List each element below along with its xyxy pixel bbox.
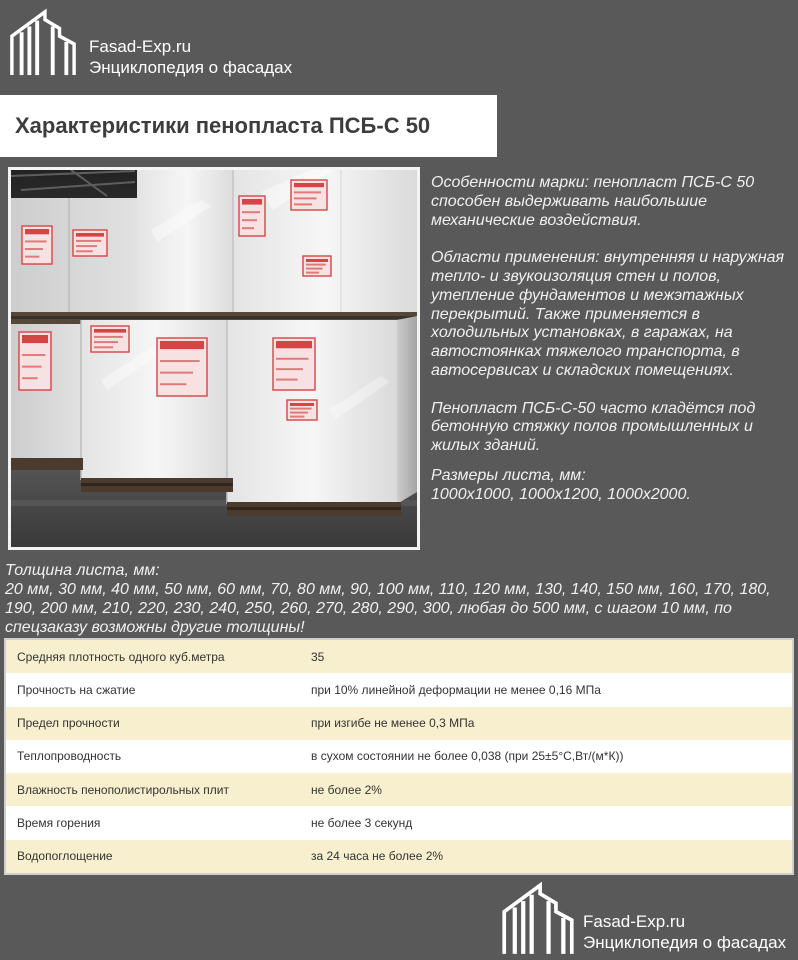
red-label bbox=[291, 180, 327, 210]
red-label-text-line bbox=[94, 346, 113, 348]
red-label-text-line bbox=[242, 227, 254, 229]
foam-blocks-photo bbox=[11, 170, 417, 547]
brand-text-top bbox=[89, 36, 292, 78]
red-label-brand-stripe bbox=[22, 335, 48, 343]
red-label bbox=[73, 230, 107, 256]
brand-tagline: Энциклопедия о фасадах bbox=[89, 58, 293, 77]
red-label-text-line bbox=[22, 354, 45, 356]
table-cell-property: Влажность пенополистирольных плит bbox=[17, 782, 229, 797]
building-logo-bar bbox=[521, 901, 525, 954]
red-label-text-line bbox=[22, 366, 42, 368]
brand-text-bottom bbox=[583, 911, 786, 953]
description-usage: Пенопласт ПСБ-С-50 часто кладётся под бетонную стяжку полов промышленных и жилых зданий. bbox=[431, 399, 756, 455]
description-column bbox=[431, 174, 793, 505]
red-label-text-line bbox=[22, 377, 38, 379]
table-row bbox=[6, 840, 792, 873]
foam-block-lower-right-side bbox=[397, 316, 417, 504]
specs-table bbox=[4, 638, 794, 875]
page-title: Характеристики пенопласта ПСБ-С 50 bbox=[15, 113, 431, 138]
building-logo-bar bbox=[27, 26, 31, 75]
table-cell-property: Предел прочности bbox=[17, 716, 120, 731]
red-label bbox=[19, 332, 51, 390]
red-label-text-line bbox=[276, 368, 303, 370]
table-cell-value: при 10% линейной деформации не менее 0,16 МПа bbox=[311, 682, 601, 697]
description-features: Особенности марки: пенопласт ПСБ-С 50 способен выдерживать наибольшие механические воздействия. bbox=[431, 174, 755, 229]
building-logo-bar bbox=[546, 901, 550, 954]
red-label bbox=[91, 326, 129, 352]
red-label-text-line bbox=[160, 360, 200, 362]
red-label-text-line bbox=[76, 240, 101, 242]
table-cell-value: при изгибе не менее 0,3 МПа bbox=[311, 716, 475, 731]
table-cell-value: в сухом состоянии не более 0,038 (при 25±5°С,Вт/(м*К)) bbox=[311, 749, 624, 764]
red-label-text-line bbox=[276, 358, 308, 360]
table-cell-value: 35 bbox=[311, 649, 325, 664]
red-label-text-line bbox=[25, 248, 43, 250]
red-label-brand-stripe bbox=[290, 403, 314, 406]
red-label-brand-stripe bbox=[160, 341, 204, 349]
red-label-text-line bbox=[76, 250, 93, 252]
red-label-text-line bbox=[306, 264, 326, 266]
table-row bbox=[6, 740, 792, 773]
red-label-text-line bbox=[160, 383, 186, 385]
table-cell-property: Время горения bbox=[17, 815, 101, 830]
red-label-brand-stripe bbox=[76, 233, 104, 237]
title-banner bbox=[0, 95, 497, 157]
red-label-text-line bbox=[276, 379, 298, 381]
red-label-text-line bbox=[160, 372, 193, 374]
red-label-text-line bbox=[25, 240, 47, 242]
red-label-text-line bbox=[306, 268, 323, 270]
red-label bbox=[22, 226, 52, 264]
building-logo-bar bbox=[51, 26, 55, 75]
table-row bbox=[6, 640, 792, 673]
red-label-brand-stripe bbox=[306, 259, 328, 262]
description-sizes: Размеры листа, мм: 1000х1000, 1000х1200, 1000х2000. bbox=[431, 466, 691, 503]
red-label-text-line bbox=[290, 408, 312, 410]
table-row bbox=[6, 806, 792, 839]
building-logo-bar bbox=[35, 21, 39, 75]
table-cell-value: за 24 часа не более 2% bbox=[311, 849, 444, 864]
red-label-text-line bbox=[290, 416, 304, 418]
red-label-text-line bbox=[294, 197, 317, 199]
red-label-text-line bbox=[242, 219, 257, 221]
building-logo-bar bbox=[561, 918, 565, 954]
table-row bbox=[6, 773, 792, 806]
red-label bbox=[287, 400, 317, 420]
building-logo-icon bbox=[8, 7, 78, 77]
building-logo-icon bbox=[500, 880, 576, 956]
table-cell-property: Прочность на сжатие bbox=[17, 682, 136, 697]
red-label bbox=[273, 338, 315, 390]
red-label-text-line bbox=[25, 256, 39, 258]
red-label-brand-stripe bbox=[276, 341, 312, 348]
building-logo-bar bbox=[530, 895, 534, 954]
building-logo-bar bbox=[64, 42, 68, 75]
table-cell-property: Водопоглощение bbox=[17, 849, 113, 864]
red-label bbox=[157, 338, 207, 396]
table-row bbox=[6, 673, 792, 706]
building-logo-bar bbox=[20, 32, 24, 75]
photo-frame bbox=[8, 167, 420, 550]
brand-tagline: Энциклопедия о фасадах bbox=[583, 933, 787, 952]
red-label-brand-stripe bbox=[294, 183, 324, 187]
pallet-slat bbox=[227, 507, 401, 510]
table-cell-property: Теплопроводность bbox=[17, 749, 122, 764]
red-label-brand-stripe bbox=[25, 229, 49, 234]
red-label-text-line bbox=[294, 203, 312, 205]
table-cell-value: не более 3 секунд bbox=[311, 815, 413, 830]
brand-site-name: Fasad-Exp.ru bbox=[89, 37, 192, 56]
pallet-slat bbox=[81, 483, 233, 486]
red-label-text-line bbox=[76, 245, 97, 247]
red-label bbox=[239, 196, 265, 236]
red-label-brand-stripe bbox=[94, 329, 126, 333]
red-label-text-line bbox=[294, 191, 321, 193]
brand-site-name: Fasad-Exp.ru bbox=[583, 912, 686, 931]
red-label-brand-stripe bbox=[242, 199, 262, 205]
pallet-bottom-left bbox=[11, 458, 83, 470]
red-label bbox=[303, 256, 331, 276]
red-label-text-line bbox=[290, 412, 308, 414]
table-row bbox=[6, 707, 792, 740]
table-cell-property: Средняя плотность одного куб.метра bbox=[17, 649, 225, 664]
description-applications: Области применения: внутренняя и наружная тепло- и звукоизоляция стен и полов, утепление фундаментов и межэтажных перекрытий. Также применяется в холодильных установках, в гаражах, на автостоянках тяжелого транспорта, в автосервисах и складских помещениях. bbox=[431, 249, 785, 379]
red-label-text-line bbox=[306, 272, 319, 274]
red-label-text-line bbox=[94, 341, 118, 343]
thickness-text: Толщина листа, мм: 20 мм, 30 мм, 40 мм, 50 мм, 60 мм, 70, 80 мм, 90, 100 мм, 110, 120 мм, 130, 140, 150 мм, 160, 170, 180, 190, 200 мм, 210, 220, 230, 240, 250, 260, 270, 280, 290, 300, любая до 500 мм, с шагом 10 мм, по спецзаказу возможны другие толщины! bbox=[5, 562, 771, 636]
table-cell-value: не более 2% bbox=[311, 782, 382, 797]
red-label-text-line bbox=[242, 211, 260, 213]
foam-block-upper-middle bbox=[137, 170, 237, 312]
red-label-text-line bbox=[94, 336, 123, 338]
pallet-slat bbox=[11, 316, 417, 319]
building-logo-bar bbox=[513, 907, 517, 953]
